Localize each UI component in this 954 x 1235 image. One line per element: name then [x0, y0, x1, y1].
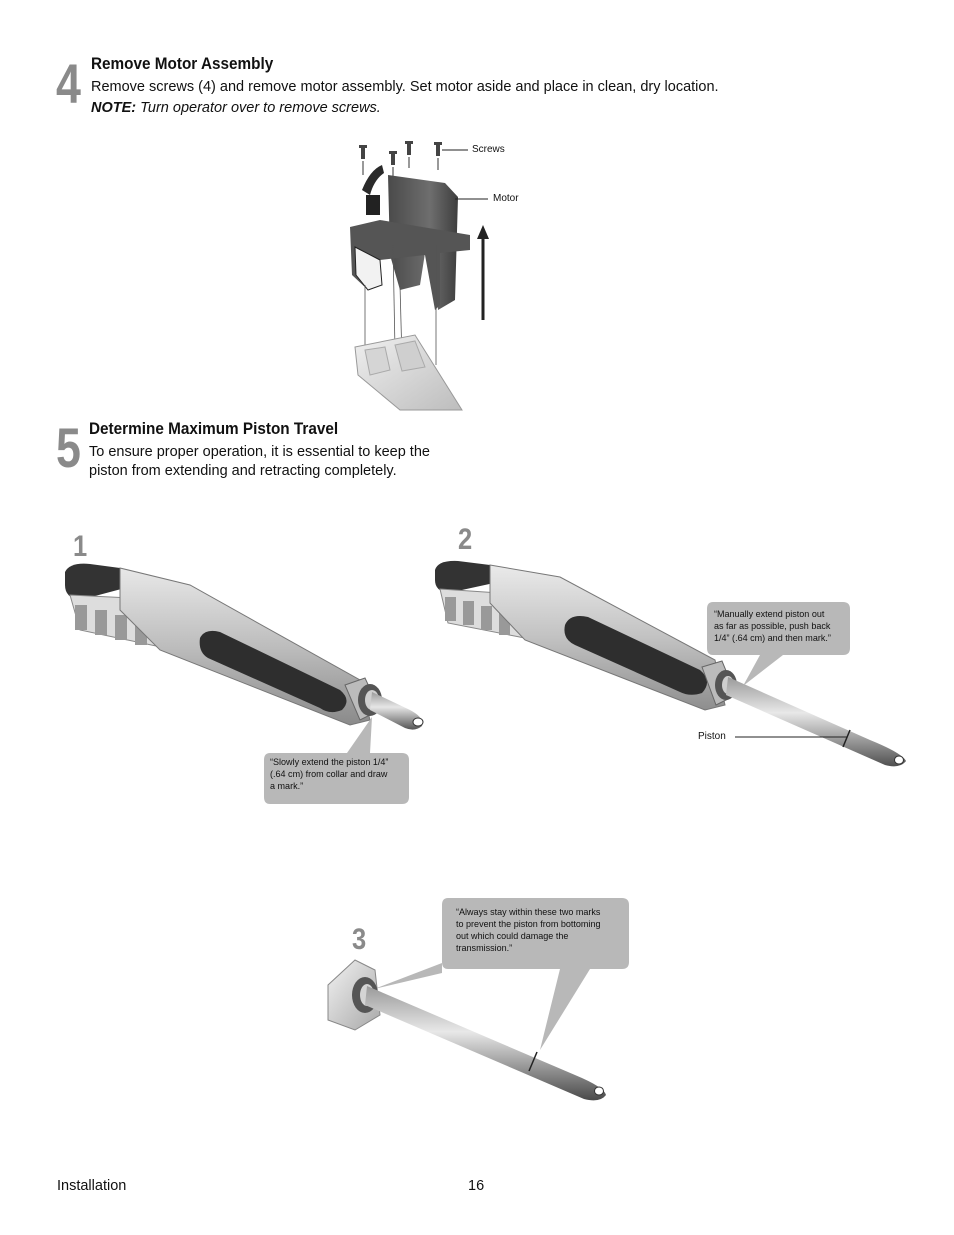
step-5-number: 5: [56, 416, 81, 479]
page-number: 16: [468, 1178, 485, 1194]
figure-3-callout: [456, 907, 600, 955]
callout-line: “Always stay within these two marks: [456, 907, 601, 918]
step-5-text-line2: piston from extending and retracting completely.: [89, 463, 397, 479]
step-4-note: [91, 100, 381, 116]
step-5-text-line1: To ensure proper operation, it is essential to keep the: [89, 444, 430, 460]
step-4-title: Remove Motor Assembly: [91, 54, 274, 73]
callout-line: “Slowly extend the piston 1/4”: [270, 757, 389, 768]
piston-label: Piston: [698, 731, 726, 742]
figure-2-callout: [714, 609, 831, 645]
callout-line: out which could damage the: [456, 931, 569, 942]
callout-line: as far as possible, push back: [714, 621, 831, 632]
figure-3-piston-illustration: [320, 955, 615, 1110]
step-4-number: 4: [56, 52, 81, 115]
screws-label: Screws: [472, 144, 505, 155]
callout-line: “Manually extend piston out: [714, 609, 825, 620]
callout-line: (.64 cm) from collar and draw: [270, 769, 388, 780]
callout-line: a mark.”: [270, 781, 304, 792]
piston-leader-line: [735, 736, 850, 740]
step-4-text: Remove screws (4) and remove motor assembly. Set motor aside and place in clean, dry location.: [91, 79, 719, 95]
figure-1-number: 1: [73, 530, 88, 563]
note-text: Turn operator over to remove screws.: [136, 100, 381, 116]
callout-line: to prevent the piston from bottoming: [456, 919, 601, 930]
callout-line: 1/4” (.64 cm) and then mark.”: [714, 633, 831, 644]
figure-3-number: 3: [352, 923, 367, 956]
figure-2-number: 2: [458, 523, 473, 556]
callout-line: transmission.”: [456, 943, 513, 954]
figure-1-callout: [270, 757, 388, 793]
note-label: NOTE:: [91, 100, 137, 116]
footer-section: Installation: [57, 1178, 127, 1194]
motor-label: Motor: [493, 193, 519, 204]
step-5-title: Determine Maximum Piston Travel: [89, 419, 339, 438]
